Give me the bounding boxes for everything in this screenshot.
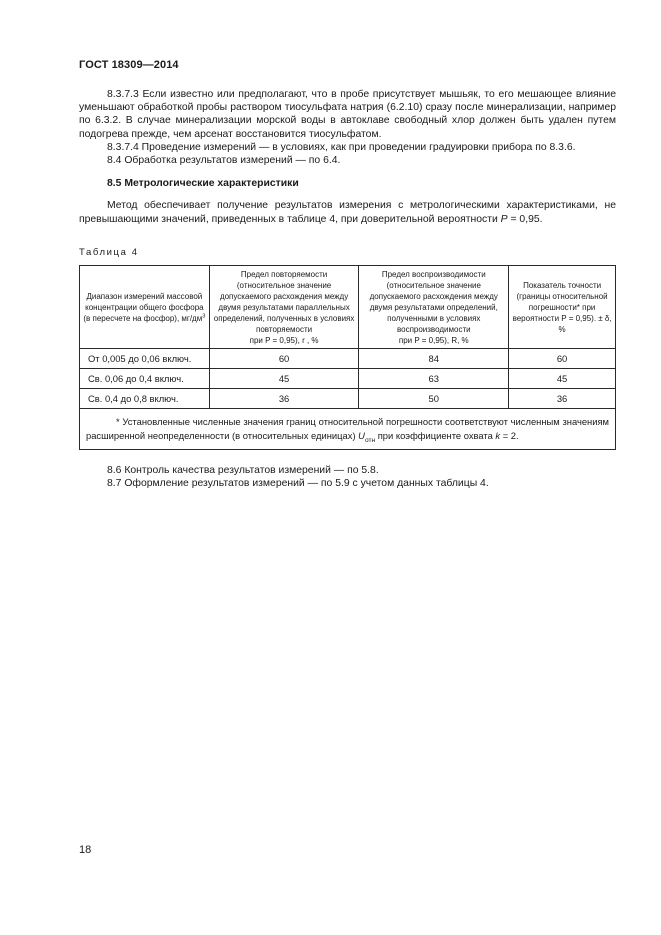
header-repeatability-tail: при P = 0,95), r , % — [249, 335, 319, 345]
table-header-row — [80, 266, 616, 349]
header-accuracy: Показатель точности (границы относительной погрешности* при вероятности P = 0,95). ± δ, % — [509, 266, 616, 349]
section-heading-8-5: 8.5 Метрологические характеристики — [107, 178, 299, 190]
p4-variable: P — [500, 213, 508, 225]
cell-accuracy: 36 — [509, 389, 616, 409]
cell-reproducibility: 50 — [359, 389, 509, 409]
after-table-block — [79, 464, 616, 490]
cell-reproducibility: 84 — [359, 349, 509, 369]
header-reproducibility-main: Предел воспроизводимости (относительное значение допускаемого расхождения между двумя результатами определений, полученными в условиях воспроизводимости — [369, 269, 498, 334]
p4-part2: = 0,95. — [507, 213, 543, 225]
paragraph-8-5-text — [79, 199, 616, 225]
p4-part1: Метод обеспечивает получение результатов измерения с метрологическими характеристиками, не превышающими значений, приведенных в таблице 4, при доверительной вероятности — [79, 200, 616, 225]
cell-repeatability: 45 — [209, 369, 359, 389]
table-row — [80, 389, 616, 409]
header-repeatability-main: Предел повторяемости (относительное значение допускаемого расхождения между двумя результатами параллельных определений, полученных в условиях повторяемости — [213, 269, 355, 334]
paragraph-8-6: 8.6 Контроль качества результатов измерений — по 5.8. — [107, 465, 379, 477]
table-row — [80, 349, 616, 369]
cell-range: От 0,005 до 0,06 включ. — [80, 349, 210, 369]
table-footnote — [80, 409, 616, 450]
cell-range: Св. 0,06 до 0,4 включ. — [80, 369, 210, 389]
cell-repeatability: 60 — [209, 349, 359, 369]
header-range-sup: 3 — [202, 312, 206, 319]
paragraph-8-3-7-4: 8.3.7.4 Проведение измерений — в условиях, как при проведении градуировки прибора по 8.3.6. — [107, 141, 576, 153]
page-number: 18 — [79, 844, 92, 856]
cell-range: Св. 0,4 до 0,8 включ. — [80, 389, 210, 409]
footnote-k-variable: k — [495, 430, 501, 442]
table-row — [80, 369, 616, 389]
header-range — [80, 266, 210, 349]
table-caption: Таблица 4 — [79, 246, 139, 258]
header-repeatability — [209, 266, 359, 349]
paragraph-8-4: 8.4 Обработка результатов измерений — по 6.4. — [107, 155, 341, 167]
cell-accuracy: 60 — [509, 349, 616, 369]
footnote-part1: * Установленные численные значения границ относительной погрешности соответствуют численным значениям расширенной неопределенности (в относительных единицах) — [86, 416, 609, 442]
cell-repeatability: 36 — [209, 389, 359, 409]
document-header: ГОСТ 18309—2014 — [79, 59, 179, 71]
header-reproducibility-tail: при P = 0,95), R, % — [398, 335, 469, 345]
metrology-table — [79, 265, 616, 450]
paragraph-8-3-7-3: 8.3.7.3 Если известно или предполагают, что в пробе присутствует мышьяк, то его мешающее влияние уменьшают обработкой пробы раствором тиосульфата натрия (6.2.10) сразу после минерализации, например по 6.3.2. В случае минерализации морской воды в автоклаве свободный хлор должен быть удален путем подогрева прежде, чем арсенат восстановится тиосульфатом. — [79, 89, 616, 140]
footnote-part3: = 2. — [500, 430, 519, 442]
header-range-text: Диапазон измерений массовой концентрации общего фосфора (в пересчете на фосфор), мг/дм — [83, 291, 204, 323]
page-content — [79, 88, 616, 490]
cell-accuracy: 45 — [509, 369, 616, 389]
table-footnote-row — [80, 409, 616, 450]
footnote-part2: при коэффициенте охвата — [375, 430, 496, 442]
cell-reproducibility: 63 — [359, 369, 509, 389]
header-reproducibility — [359, 266, 509, 349]
footnote-u-variable: U — [358, 430, 365, 442]
footnote-u-subscript: отн — [364, 436, 376, 444]
paragraph-8-7: 8.7 Оформление результатов измерений — по 5.9 с учетом данных таблицы 4. — [107, 478, 489, 490]
